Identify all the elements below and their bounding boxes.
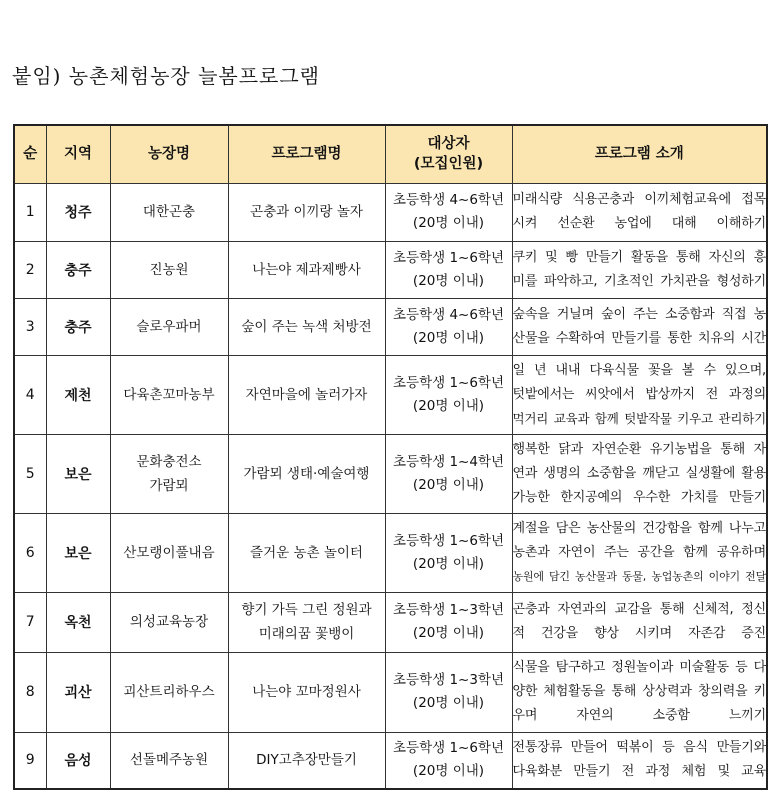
row-region: 괴산 — [46, 652, 110, 732]
row-farm-name — [110, 513, 228, 592]
row-farm-name — [110, 652, 228, 732]
row-program-intro — [512, 513, 767, 592]
header-target-line2: (모집인원) — [413, 156, 484, 173]
row-farm-name — [110, 298, 228, 355]
row-region: 충주 — [46, 241, 110, 298]
intro-line: 계절을 담은 농산물의 건강함을 함께 나누고 — [512, 520, 766, 536]
intro-line: 농원에 담긴 농산물과 동물, 농업농촌의 이야기 전달 — [512, 569, 766, 583]
row-program-name — [228, 355, 385, 434]
table-row — [14, 592, 767, 652]
target-line: (20명 이내) — [412, 397, 485, 414]
intro-line: 쿠키 및 빵 만들기 활동을 통해 자신의 흥 — [512, 249, 766, 265]
row-region: 보은 — [46, 513, 110, 592]
intro-line: 가능한 한지공예의 우수한 가치를 만들기 — [512, 489, 766, 505]
row-farm-name — [110, 434, 228, 513]
row-region: 제천 — [46, 355, 110, 434]
header-num: 순 — [14, 125, 46, 183]
row-target — [385, 652, 512, 732]
row-farm-name — [110, 355, 228, 434]
header-target-line1: 대상자 — [427, 136, 470, 153]
intro-line: 숲속을 거닐며 숲이 주는 소중함과 직접 농 — [512, 306, 766, 322]
intro-line: 일 년 내내 다육식물 꽃을 볼 수 있으며, — [512, 362, 766, 378]
intro-line: 먹거리 교육과 함께 텃밭작물 키우고 관리하기 — [512, 410, 766, 426]
program-name-line: 가람뫼 생태·예술여행 — [243, 465, 370, 482]
header-program: 프로그램명 — [228, 125, 385, 183]
target-line: 초등학생 1~6학년 — [392, 532, 505, 549]
row-number: 9 — [14, 732, 46, 789]
table-header-row — [14, 125, 767, 183]
table-row — [14, 241, 767, 298]
target-line: (20명 이내) — [412, 695, 485, 711]
table-row — [14, 298, 767, 355]
target-line: (20명 이내) — [412, 476, 485, 493]
row-number: 6 — [14, 513, 46, 592]
target-line: 초등학생 1~6학년 — [392, 374, 505, 391]
row-number: 1 — [14, 183, 46, 241]
row-number: 3 — [14, 298, 46, 355]
farm-name-line: 대한곤충 — [142, 204, 196, 220]
row-target — [385, 592, 512, 652]
intro-line: 적 건강을 향상 시키며 자존감 증진 — [512, 626, 766, 641]
program-name-line: 향기 가득 그린 정원과 — [241, 602, 372, 618]
intro-line: 전통장류 만들어 떡볶이 등 음식 만들기와 — [512, 740, 766, 756]
target-line: 초등학생 4~6학년 — [392, 192, 505, 208]
program-name-line: 자연마을에 놀러가자 — [245, 386, 368, 403]
program-name-line: DIY고추장만들기 — [256, 752, 357, 769]
farm-name-line: 슬로우파머 — [136, 318, 202, 335]
row-target — [385, 241, 512, 298]
farm-name-line: 선돌메주농원 — [129, 752, 209, 769]
table-row — [14, 513, 767, 592]
target-line: (20명 이내) — [412, 555, 485, 572]
row-region: 충주 — [46, 298, 110, 355]
target-line: 초등학생 1~3학년 — [392, 672, 505, 688]
program-table — [13, 124, 768, 790]
table-row — [14, 355, 767, 434]
row-region: 보은 — [46, 434, 110, 513]
program-name-line: 숲이 주는 녹색 처방전 — [241, 318, 372, 335]
target-line: (20명 이내) — [412, 625, 485, 641]
target-line: (20명 이내) — [412, 763, 485, 780]
row-program-intro — [512, 434, 767, 513]
intro-line: 미를 파악하고, 기초적인 가치관을 형성하기 — [512, 273, 766, 289]
row-program-intro — [512, 732, 767, 789]
row-program-intro — [512, 355, 767, 434]
row-farm-name — [110, 241, 228, 298]
row-program-intro — [512, 652, 767, 732]
intro-line: 식물을 탐구하고 정원놀이과 미술활동 등 다 — [512, 660, 766, 675]
intro-line: 우며 자연의 소중함 느끼기 — [512, 708, 766, 723]
farm-name-line: 진농원 — [149, 261, 189, 278]
target-line: (20명 이내) — [412, 329, 485, 346]
target-line: (20명 이내) — [412, 272, 485, 289]
row-program-intro — [512, 183, 767, 241]
target-line: (20명 이내) — [412, 215, 485, 231]
row-target — [385, 434, 512, 513]
row-target — [385, 732, 512, 789]
header-target — [385, 125, 512, 183]
row-program-name — [228, 434, 385, 513]
program-name-line: 미래의꿈 꽃뱅이 — [258, 626, 355, 642]
row-program-name — [228, 652, 385, 732]
row-farm-name — [110, 183, 228, 241]
intro-line: 연과 생명의 소중함을 깨닫고 실생활에 활용 — [512, 465, 766, 481]
program-name-line: 곤충과 이끼랑 놀자 — [250, 204, 363, 220]
target-line: 초등학생 1~4학년 — [392, 453, 505, 470]
row-program-name — [228, 241, 385, 298]
farm-name-line: 문화충전소 — [136, 453, 202, 470]
header-region: 지역 — [46, 125, 110, 183]
row-target — [385, 355, 512, 434]
intro-line: 행복한 닭과 자연순환 유기농법을 통해 자 — [512, 441, 766, 457]
row-program-intro — [512, 298, 767, 355]
header-intro: 프로그램 소개 — [512, 125, 767, 183]
row-program-intro — [512, 241, 767, 298]
farm-name-line: 산모랭이풀내음 — [123, 544, 215, 561]
row-program-name — [228, 732, 385, 789]
program-name-line: 나는야 제과제빵사 — [252, 261, 361, 278]
row-program-name — [228, 298, 385, 355]
row-target — [385, 513, 512, 592]
intro-line: 시켜 선순환 농업에 대해 이해하기 — [512, 216, 766, 231]
table-row — [14, 434, 767, 513]
row-farm-name — [110, 592, 228, 652]
intro-line: 곤충과 자연과의 교감을 통해 신체적, 정신 — [512, 602, 766, 617]
intro-line: 미래식량 식용곤충과 이끼체험교육에 접목 — [512, 192, 766, 207]
row-program-name — [228, 513, 385, 592]
row-number: 5 — [14, 434, 46, 513]
farm-name-line: 의성교육농장 — [129, 614, 209, 630]
intro-line: 농촌과 자연이 주는 공간을 함께 공유하며 — [512, 544, 766, 560]
intro-line: 양한 체험활동을 통해 상상력과 창의력을 키 — [512, 684, 766, 699]
table-row — [14, 183, 767, 241]
row-number: 8 — [14, 652, 46, 732]
row-region: 음성 — [46, 732, 110, 789]
row-program-intro — [512, 592, 767, 652]
row-farm-name — [110, 732, 228, 789]
target-line: 초등학생 1~3학년 — [392, 602, 505, 618]
program-name-line: 즐거운 농촌 놀이터 — [250, 544, 363, 561]
row-target — [385, 183, 512, 241]
row-program-name — [228, 183, 385, 241]
row-region: 청주 — [46, 183, 110, 241]
target-line: 초등학생 4~6학년 — [392, 306, 505, 323]
program-name-line: 나는야 꼬마정원사 — [252, 684, 361, 700]
target-line: 초등학생 1~6학년 — [392, 249, 505, 266]
row-number: 2 — [14, 241, 46, 298]
farm-name-line: 다육촌꼬마농부 — [123, 386, 215, 403]
farm-name-line: 괴산트리하우스 — [123, 684, 215, 700]
target-line: 초등학생 1~6학년 — [392, 740, 505, 757]
intro-line: 다육화분 만들기 전 과정 체험 및 교육 — [512, 764, 766, 780]
intro-line: 텃밭에서는 씨앗에서 밥상까지 전 과정의 — [512, 386, 766, 402]
table-row — [14, 652, 767, 732]
row-number: 4 — [14, 355, 46, 434]
header-farm: 농장명 — [110, 125, 228, 183]
row-region: 옥천 — [46, 592, 110, 652]
row-program-name — [228, 592, 385, 652]
table-row — [14, 732, 767, 789]
document-title: 붙임) 농촌체험농장 늘봄프로그램 — [12, 64, 320, 88]
farm-name-line: 가람뫼 — [149, 477, 189, 494]
row-number: 7 — [14, 592, 46, 652]
row-target — [385, 298, 512, 355]
intro-line: 산물을 수확하여 만들기를 통한 치유의 시간 — [512, 330, 766, 346]
